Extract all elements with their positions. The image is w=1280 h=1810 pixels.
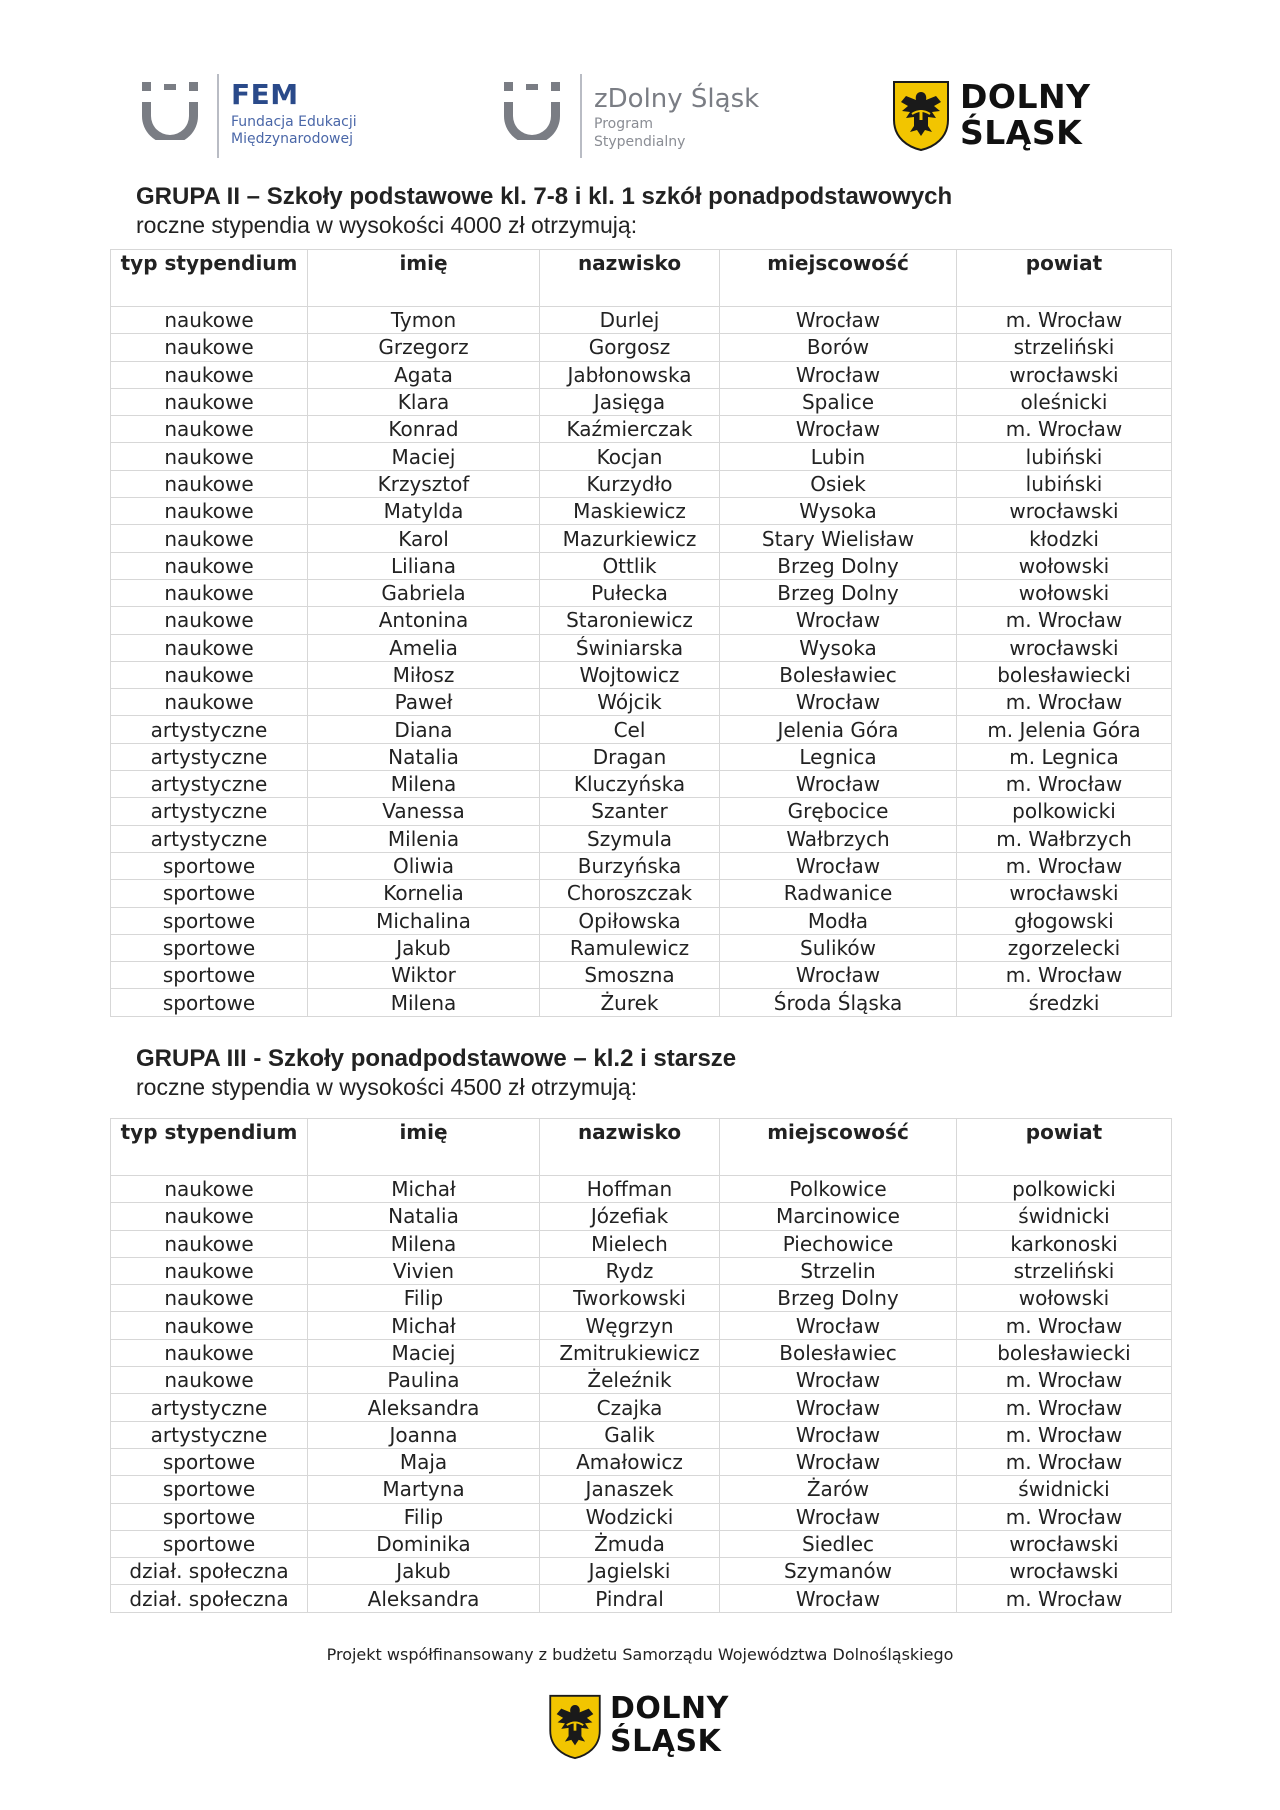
- group3-table: [110, 1118, 1172, 1613]
- cell-county: karkonoski: [957, 1230, 1172, 1257]
- table-row: [111, 307, 1172, 334]
- column-header-first-name: imię: [308, 250, 540, 307]
- cell-town: Wrocław: [720, 1394, 957, 1421]
- cell-last-name: Burzyńska: [540, 852, 720, 879]
- cell-type: sportowe: [111, 852, 308, 879]
- cell-last-name: Choroszczak: [540, 880, 720, 907]
- cell-last-name: Dragan: [540, 743, 720, 770]
- table-row: [111, 498, 1172, 525]
- cell-county: wrocławski: [957, 361, 1172, 388]
- cell-town: Żarów: [720, 1476, 957, 1503]
- dolny-slask-logo: [892, 72, 1122, 162]
- cell-first-name: Jakub: [308, 934, 540, 961]
- cell-type: artystyczne: [111, 716, 308, 743]
- cell-last-name: Żeleźnik: [540, 1367, 720, 1394]
- cell-last-name: Jagielski: [540, 1558, 720, 1585]
- cell-type: naukowe: [111, 498, 308, 525]
- group3-subtitle: roczne stypendia w wysokości 4500 zł otrzymują:: [136, 1074, 638, 1100]
- cell-first-name: Kornelia: [308, 880, 540, 907]
- cofinancing-note: Projekt współfinansowany z budżetu Samorządu Województwa Dolnośląskiego: [326, 1645, 954, 1664]
- group2-subtitle: roczne stypendia w wysokości 4000 zł otrzymują:: [136, 212, 638, 238]
- cell-county: zgorzelecki: [957, 934, 1172, 961]
- cell-type: naukowe: [111, 689, 308, 716]
- cell-type: sportowe: [111, 907, 308, 934]
- footer-dolny-slask-logo: [548, 1690, 748, 1770]
- cell-type: sportowe: [111, 934, 308, 961]
- table-row: [111, 416, 1172, 443]
- table-row: [111, 1203, 1172, 1230]
- cell-town: Wrocław: [720, 416, 957, 443]
- cell-last-name: Kaźmierczak: [540, 416, 720, 443]
- zdolny-logo-divider: [580, 74, 582, 158]
- table-row: [111, 880, 1172, 907]
- table-row: [111, 825, 1172, 852]
- cell-last-name: Józefiak: [540, 1203, 720, 1230]
- cell-first-name: Natalia: [308, 1203, 540, 1230]
- cell-town: Wysoka: [720, 498, 957, 525]
- cell-type: naukowe: [111, 1176, 308, 1203]
- cell-first-name: Liliana: [308, 552, 540, 579]
- cell-county: m. Wrocław: [957, 1421, 1172, 1448]
- group2-header-row: [111, 250, 1172, 307]
- cell-last-name: Szymula: [540, 825, 720, 852]
- cell-town: Wrocław: [720, 852, 957, 879]
- cell-first-name: Filip: [308, 1285, 540, 1312]
- table-row: [111, 661, 1172, 688]
- group2-table: [110, 249, 1172, 1017]
- footer-dolny-slask-word1: DOLNY: [610, 1691, 729, 1726]
- zdolny-title: zDolny Śląsk: [594, 84, 760, 114]
- cell-first-name: Grzegorz: [308, 334, 540, 361]
- table-row: [111, 771, 1172, 798]
- cell-last-name: Cel: [540, 716, 720, 743]
- fem-logo: [140, 72, 380, 162]
- cell-type: naukowe: [111, 634, 308, 661]
- cell-last-name: Maskiewicz: [540, 498, 720, 525]
- cell-county: m. Wrocław: [957, 1448, 1172, 1475]
- cell-last-name: Janaszek: [540, 1476, 720, 1503]
- cell-last-name: Rydz: [540, 1257, 720, 1284]
- cell-type: naukowe: [111, 1257, 308, 1284]
- group3-header-row: [111, 1119, 1172, 1176]
- table-row: [111, 334, 1172, 361]
- cell-first-name: Milena: [308, 771, 540, 798]
- cell-county: wrocławski: [957, 880, 1172, 907]
- table-row: [111, 1257, 1172, 1284]
- fem-subtitle-line1: Fundacja Edukacji: [231, 114, 357, 130]
- table-row: [111, 1367, 1172, 1394]
- cell-town: Strzelin: [720, 1257, 957, 1284]
- cell-county: średzki: [957, 989, 1172, 1016]
- cell-last-name: Staroniewicz: [540, 607, 720, 634]
- cell-county: wrocławski: [957, 498, 1172, 525]
- table-row: [111, 470, 1172, 497]
- cell-first-name: Matylda: [308, 498, 540, 525]
- column-header-type: typ stypendium: [111, 250, 308, 307]
- table-row: [111, 579, 1172, 606]
- cell-type: artystyczne: [111, 798, 308, 825]
- cell-last-name: Tworkowski: [540, 1285, 720, 1312]
- cell-county: wołowski: [957, 552, 1172, 579]
- table-row: [111, 1394, 1172, 1421]
- cell-last-name: Amałowicz: [540, 1448, 720, 1475]
- cell-first-name: Vanessa: [308, 798, 540, 825]
- cell-last-name: Jasięga: [540, 388, 720, 415]
- cell-town: Wrocław: [720, 771, 957, 798]
- table-row: [111, 1503, 1172, 1530]
- table-row: [111, 525, 1172, 552]
- cell-town: Brzeg Dolny: [720, 552, 957, 579]
- cell-last-name: Gorgosz: [540, 334, 720, 361]
- cell-type: naukowe: [111, 525, 308, 552]
- zdolny-subtitle-line2: Stypendialny: [594, 134, 686, 150]
- cell-county: m. Wrocław: [957, 962, 1172, 989]
- cell-county: bolesławiecki: [957, 1339, 1172, 1366]
- cell-town: Brzeg Dolny: [720, 579, 957, 606]
- cell-town: Lubin: [720, 443, 957, 470]
- cell-last-name: Żurek: [540, 989, 720, 1016]
- zdolny-subtitle-line1: Program: [594, 116, 654, 132]
- cell-town: Wrocław: [720, 962, 957, 989]
- cell-first-name: Paweł: [308, 689, 540, 716]
- group3-title: GRUPA III - Szkoły ponadpodstawowe – kl.2 i starsze: [136, 1045, 737, 1072]
- cell-town: Wrocław: [720, 1585, 957, 1612]
- column-header-last-name: nazwisko: [540, 1119, 720, 1176]
- cell-county: polkowicki: [957, 798, 1172, 825]
- cell-town: Wrocław: [720, 1503, 957, 1530]
- column-header-type: typ stypendium: [111, 1119, 308, 1176]
- cell-type: dział. społeczna: [111, 1558, 308, 1585]
- dolny-slask-word2: ŚLĄSK: [960, 113, 1083, 152]
- column-header-town: miejscowość: [720, 1119, 957, 1176]
- cell-town: Osiek: [720, 470, 957, 497]
- cell-first-name: Joanna: [308, 1421, 540, 1448]
- cell-type: naukowe: [111, 1339, 308, 1366]
- cell-first-name: Milena: [308, 1230, 540, 1257]
- cell-first-name: Jakub: [308, 1558, 540, 1585]
- table-row: [111, 907, 1172, 934]
- cell-type: naukowe: [111, 1285, 308, 1312]
- cell-last-name: Pułecka: [540, 579, 720, 606]
- cell-town: Wrocław: [720, 1421, 957, 1448]
- table-row: [111, 388, 1172, 415]
- cell-type: sportowe: [111, 880, 308, 907]
- cell-county: oleśnicki: [957, 388, 1172, 415]
- cell-type: naukowe: [111, 1203, 308, 1230]
- table-row: [111, 1230, 1172, 1257]
- table-row: [111, 1176, 1172, 1203]
- cell-town: Borów: [720, 334, 957, 361]
- cell-town: Bolesławiec: [720, 661, 957, 688]
- fem-logo-divider: [217, 74, 219, 158]
- cell-town: Wrocław: [720, 1367, 957, 1394]
- cell-town: Spalice: [720, 388, 957, 415]
- cell-first-name: Gabriela: [308, 579, 540, 606]
- cell-town: Brzeg Dolny: [720, 1285, 957, 1312]
- cell-town: Wrocław: [720, 307, 957, 334]
- cell-type: artystyczne: [111, 1421, 308, 1448]
- cell-town: Sulików: [720, 934, 957, 961]
- column-header-county: powiat: [957, 1119, 1172, 1176]
- column-header-town: miejscowość: [720, 250, 957, 307]
- cell-last-name: Wodzicki: [540, 1503, 720, 1530]
- cell-type: naukowe: [111, 388, 308, 415]
- cell-type: dział. społeczna: [111, 1585, 308, 1612]
- cell-first-name: Dominika: [308, 1530, 540, 1557]
- cell-town: Stary Wielisław: [720, 525, 957, 552]
- footer-dolny-slask-word2: ŚLĄSK: [610, 1724, 722, 1759]
- cell-county: wołowski: [957, 579, 1172, 606]
- cell-county: świdnicki: [957, 1203, 1172, 1230]
- cell-first-name: Michał: [308, 1176, 540, 1203]
- cell-first-name: Martyna: [308, 1476, 540, 1503]
- cell-type: artystyczne: [111, 1394, 308, 1421]
- cell-last-name: Mielech: [540, 1230, 720, 1257]
- cell-type: sportowe: [111, 962, 308, 989]
- table-row: [111, 1476, 1172, 1503]
- cell-county: m. Wrocław: [957, 1312, 1172, 1339]
- cell-last-name: Kurzydło: [540, 470, 720, 497]
- cell-town: Siedlec: [720, 1530, 957, 1557]
- cell-first-name: Wiktor: [308, 962, 540, 989]
- cell-type: artystyczne: [111, 771, 308, 798]
- cell-town: Szymanów: [720, 1558, 957, 1585]
- cell-town: Marcinowice: [720, 1203, 957, 1230]
- cell-first-name: Natalia: [308, 743, 540, 770]
- cell-first-name: Miłosz: [308, 661, 540, 688]
- cell-type: naukowe: [111, 361, 308, 388]
- cell-town: Wałbrzych: [720, 825, 957, 852]
- cell-first-name: Maja: [308, 1448, 540, 1475]
- cell-first-name: Paulina: [308, 1367, 540, 1394]
- cell-type: sportowe: [111, 1448, 308, 1475]
- cell-county: głogowski: [957, 907, 1172, 934]
- cell-county: m. Legnica: [957, 743, 1172, 770]
- cell-type: naukowe: [111, 661, 308, 688]
- cell-last-name: Smoszna: [540, 962, 720, 989]
- column-header-first-name: imię: [308, 1119, 540, 1176]
- cell-county: m. Jelenia Góra: [957, 716, 1172, 743]
- cell-first-name: Milena: [308, 989, 540, 1016]
- zdolny-logo-mark-icon: [502, 80, 562, 140]
- cell-type: naukowe: [111, 443, 308, 470]
- table-row: [111, 989, 1172, 1016]
- cell-town: Wrocław: [720, 1312, 957, 1339]
- cell-county: lubiński: [957, 443, 1172, 470]
- dolny-slask-word1: DOLNY: [960, 77, 1091, 116]
- cell-county: wrocławski: [957, 1530, 1172, 1557]
- cell-first-name: Filip: [308, 1503, 540, 1530]
- cell-type: naukowe: [111, 416, 308, 443]
- cell-last-name: Czajka: [540, 1394, 720, 1421]
- table-row: [111, 1339, 1172, 1366]
- cell-first-name: Michalina: [308, 907, 540, 934]
- table-row: [111, 852, 1172, 879]
- cell-last-name: Ottlik: [540, 552, 720, 579]
- cell-town: Wrocław: [720, 361, 957, 388]
- cell-first-name: Konrad: [308, 416, 540, 443]
- cell-town: Legnica: [720, 743, 957, 770]
- cell-last-name: Hoffman: [540, 1176, 720, 1203]
- cell-first-name: Michał: [308, 1312, 540, 1339]
- cell-county: m. Wrocław: [957, 1394, 1172, 1421]
- header-logos: [140, 72, 1120, 162]
- table-row: [111, 934, 1172, 961]
- fem-title: FEM: [231, 78, 299, 111]
- table-row: [111, 1285, 1172, 1312]
- cell-first-name: Vivien: [308, 1257, 540, 1284]
- cell-town: Środa Śląska: [720, 989, 957, 1016]
- cell-town: Jelenia Góra: [720, 716, 957, 743]
- cell-town: Wrocław: [720, 1448, 957, 1475]
- group2-title: GRUPA II – Szkoły podstawowe kl. 7-8 i kl. 1 szkół ponadpodstawowych: [136, 183, 953, 210]
- cell-town: Modła: [720, 907, 957, 934]
- cell-county: m. Wrocław: [957, 416, 1172, 443]
- cell-town: Piechowice: [720, 1230, 957, 1257]
- cell-last-name: Wójcik: [540, 689, 720, 716]
- cell-county: bolesławiecki: [957, 661, 1172, 688]
- cell-county: polkowicki: [957, 1176, 1172, 1203]
- table-row: [111, 1448, 1172, 1475]
- table-row: [111, 716, 1172, 743]
- table-row: [111, 798, 1172, 825]
- group2-table-body: [111, 307, 1172, 1017]
- table-row: [111, 1558, 1172, 1585]
- cell-last-name: Żmuda: [540, 1530, 720, 1557]
- table-row: [111, 1312, 1172, 1339]
- dolny-slask-eagle-crest-icon: [892, 80, 950, 152]
- cell-county: m. Wrocław: [957, 852, 1172, 879]
- cell-last-name: Pindral: [540, 1585, 720, 1612]
- cell-first-name: Maciej: [308, 443, 540, 470]
- cell-type: naukowe: [111, 607, 308, 634]
- cell-type: naukowe: [111, 1312, 308, 1339]
- cell-last-name: Kluczyńska: [540, 771, 720, 798]
- cell-type: naukowe: [111, 1230, 308, 1257]
- table-row: [111, 743, 1172, 770]
- cell-county: wrocławski: [957, 1558, 1172, 1585]
- cell-last-name: Jabłonowska: [540, 361, 720, 388]
- cell-type: sportowe: [111, 1476, 308, 1503]
- cell-last-name: Świniarska: [540, 634, 720, 661]
- cell-type: naukowe: [111, 307, 308, 334]
- cell-first-name: Milenia: [308, 825, 540, 852]
- cell-county: wrocławski: [957, 634, 1172, 661]
- cell-county: m. Wrocław: [957, 607, 1172, 634]
- table-row: [111, 634, 1172, 661]
- cell-last-name: Galik: [540, 1421, 720, 1448]
- fem-subtitle-line2: Międzynarodowej: [231, 131, 353, 147]
- cell-first-name: Antonina: [308, 607, 540, 634]
- cell-type: naukowe: [111, 552, 308, 579]
- table-row: [111, 361, 1172, 388]
- cell-last-name: Ramulewicz: [540, 934, 720, 961]
- cell-first-name: Oliwia: [308, 852, 540, 879]
- cell-last-name: Durlej: [540, 307, 720, 334]
- cell-county: m. Wrocław: [957, 1585, 1172, 1612]
- cell-county: m. Wrocław: [957, 1367, 1172, 1394]
- cell-county: m. Wałbrzych: [957, 825, 1172, 852]
- cell-county: wołowski: [957, 1285, 1172, 1312]
- cell-county: strzeliński: [957, 1257, 1172, 1284]
- cell-town: Grębocice: [720, 798, 957, 825]
- table-row: [111, 552, 1172, 579]
- cell-first-name: Maciej: [308, 1339, 540, 1366]
- table-row: [111, 689, 1172, 716]
- cell-county: strzeliński: [957, 334, 1172, 361]
- zdolny-slask-logo: [502, 72, 772, 162]
- cell-town: Wrocław: [720, 607, 957, 634]
- cell-type: artystyczne: [111, 743, 308, 770]
- cell-first-name: Tymon: [308, 307, 540, 334]
- group3-table-body: [111, 1176, 1172, 1613]
- cell-type: naukowe: [111, 470, 308, 497]
- cell-type: sportowe: [111, 989, 308, 1016]
- table-row: [111, 962, 1172, 989]
- cell-county: m. Wrocław: [957, 771, 1172, 798]
- cell-county: kłodzki: [957, 525, 1172, 552]
- cell-type: naukowe: [111, 334, 308, 361]
- cell-town: Radwanice: [720, 880, 957, 907]
- cell-last-name: Kocjan: [540, 443, 720, 470]
- cell-county: m. Wrocław: [957, 1503, 1172, 1530]
- cell-town: Bolesławiec: [720, 1339, 957, 1366]
- footer-eagle-crest-icon: [548, 1694, 602, 1760]
- cell-first-name: Diana: [308, 716, 540, 743]
- cell-last-name: Szanter: [540, 798, 720, 825]
- cell-last-name: Węgrzyn: [540, 1312, 720, 1339]
- cell-first-name: Aleksandra: [308, 1585, 540, 1612]
- cell-last-name: Mazurkiewicz: [540, 525, 720, 552]
- cell-last-name: Wojtowicz: [540, 661, 720, 688]
- cell-first-name: Klara: [308, 388, 540, 415]
- cell-type: naukowe: [111, 579, 308, 606]
- table-row: [111, 443, 1172, 470]
- column-header-last-name: nazwisko: [540, 250, 720, 307]
- cell-type: artystyczne: [111, 825, 308, 852]
- cell-town: Wrocław: [720, 689, 957, 716]
- cell-type: sportowe: [111, 1530, 308, 1557]
- cell-last-name: Zmitrukiewicz: [540, 1339, 720, 1366]
- fem-logo-mark-icon: [140, 80, 200, 140]
- table-row: [111, 1421, 1172, 1448]
- cell-first-name: Karol: [308, 525, 540, 552]
- table-row: [111, 607, 1172, 634]
- cell-county: m. Wrocław: [957, 307, 1172, 334]
- cell-county: m. Wrocław: [957, 689, 1172, 716]
- cell-type: naukowe: [111, 1367, 308, 1394]
- cell-first-name: Amelia: [308, 634, 540, 661]
- column-header-county: powiat: [957, 250, 1172, 307]
- cell-town: Wysoka: [720, 634, 957, 661]
- cell-last-name: Opiłowska: [540, 907, 720, 934]
- table-row: [111, 1585, 1172, 1612]
- cell-type: sportowe: [111, 1503, 308, 1530]
- cell-first-name: Agata: [308, 361, 540, 388]
- cell-first-name: Aleksandra: [308, 1394, 540, 1421]
- cell-county: świdnicki: [957, 1476, 1172, 1503]
- cell-town: Polkowice: [720, 1176, 957, 1203]
- table-row: [111, 1530, 1172, 1557]
- cell-county: lubiński: [957, 470, 1172, 497]
- cell-first-name: Krzysztof: [308, 470, 540, 497]
